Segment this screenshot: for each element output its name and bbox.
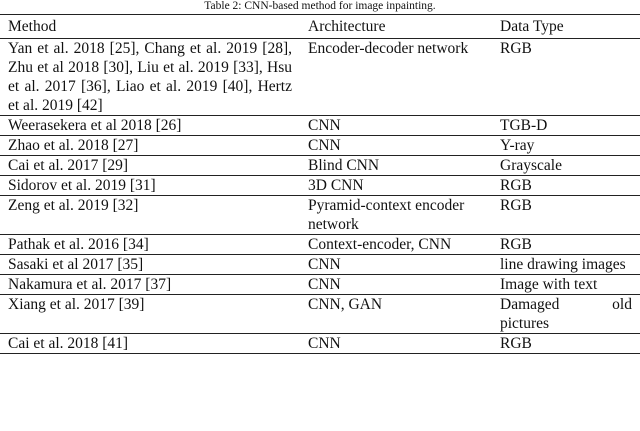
architecture-cell: CNN [300, 334, 492, 354]
table-row [0, 235, 640, 255]
architecture-cell: Context-encoder, CNN [300, 235, 492, 255]
table-row [0, 196, 640, 235]
architecture-cell: CNN [300, 255, 492, 275]
data-type-cell: RGB [492, 176, 640, 196]
architecture-cell: CNN [300, 275, 492, 295]
architecture-cell: CNN [300, 136, 492, 156]
method-cell: Sidorov et al. 2019 [31] [0, 176, 300, 196]
data-type-cell: RGB [492, 39, 640, 116]
architecture-cell: 3D CNN [300, 176, 492, 196]
method-cell: Nakamura et al. 2017 [37] [0, 275, 300, 295]
data-type-cell: line drawing images [492, 255, 640, 275]
header-row [0, 15, 640, 39]
table-row [0, 176, 640, 196]
data-type-cell: TGB-D [492, 116, 640, 136]
method-cell: Sasaki et al 2017 [35] [0, 255, 300, 275]
table-row [0, 255, 640, 275]
table-caption: Table 2: CNN-based method for image inpainting. [204, 0, 436, 12]
architecture-cell: CNN, GAN [300, 295, 492, 334]
inpainting-methods-table [0, 14, 640, 354]
table-row [0, 275, 640, 295]
data-type-cell: RGB [492, 196, 640, 235]
table-row [0, 136, 640, 156]
data-type-cell: Damaged old pictures [492, 295, 640, 334]
table-row [0, 116, 640, 136]
data-type-cell: RGB [492, 334, 640, 354]
header-architecture: Architecture [300, 15, 492, 39]
table-row [0, 334, 640, 354]
header-method: Method [0, 15, 300, 39]
table-row [0, 295, 640, 334]
method-cell: Cai et al. 2018 [41] [0, 334, 300, 354]
method-cell: Zeng et al. 2019 [32] [0, 196, 300, 235]
method-cell: Yan et al. 2018 [25], Chang et al. 2019 [28], Zhu et al 2018 [30], Liu et al. 2019 [33], Hsu et al. 2017 [36], Liao et al. 2019 [40], Hertz et al. 2019 [42] [0, 39, 300, 116]
header-data-type: Data Type [492, 15, 640, 39]
method-cell: Xiang et al. 2017 [39] [0, 295, 300, 334]
architecture-cell: Encoder-decoder network [300, 39, 492, 116]
architecture-cell: CNN [300, 116, 492, 136]
data-type-cell: Y-ray [492, 136, 640, 156]
method-cell: Cai et al. 2017 [29] [0, 156, 300, 176]
method-cell: Weerasekera et al 2018 [26] [0, 116, 300, 136]
method-cell: Zhao et al. 2018 [27] [0, 136, 300, 156]
table-row [0, 39, 640, 116]
data-type-cell: RGB [492, 235, 640, 255]
architecture-cell: Pyramid-context encoder network [300, 196, 492, 235]
table-row [0, 156, 640, 176]
method-cell: Pathak et al. 2016 [34] [0, 235, 300, 255]
architecture-cell: Blind CNN [300, 156, 492, 176]
data-type-cell: Grayscale [492, 156, 640, 176]
data-type-cell: Image with text [492, 275, 640, 295]
